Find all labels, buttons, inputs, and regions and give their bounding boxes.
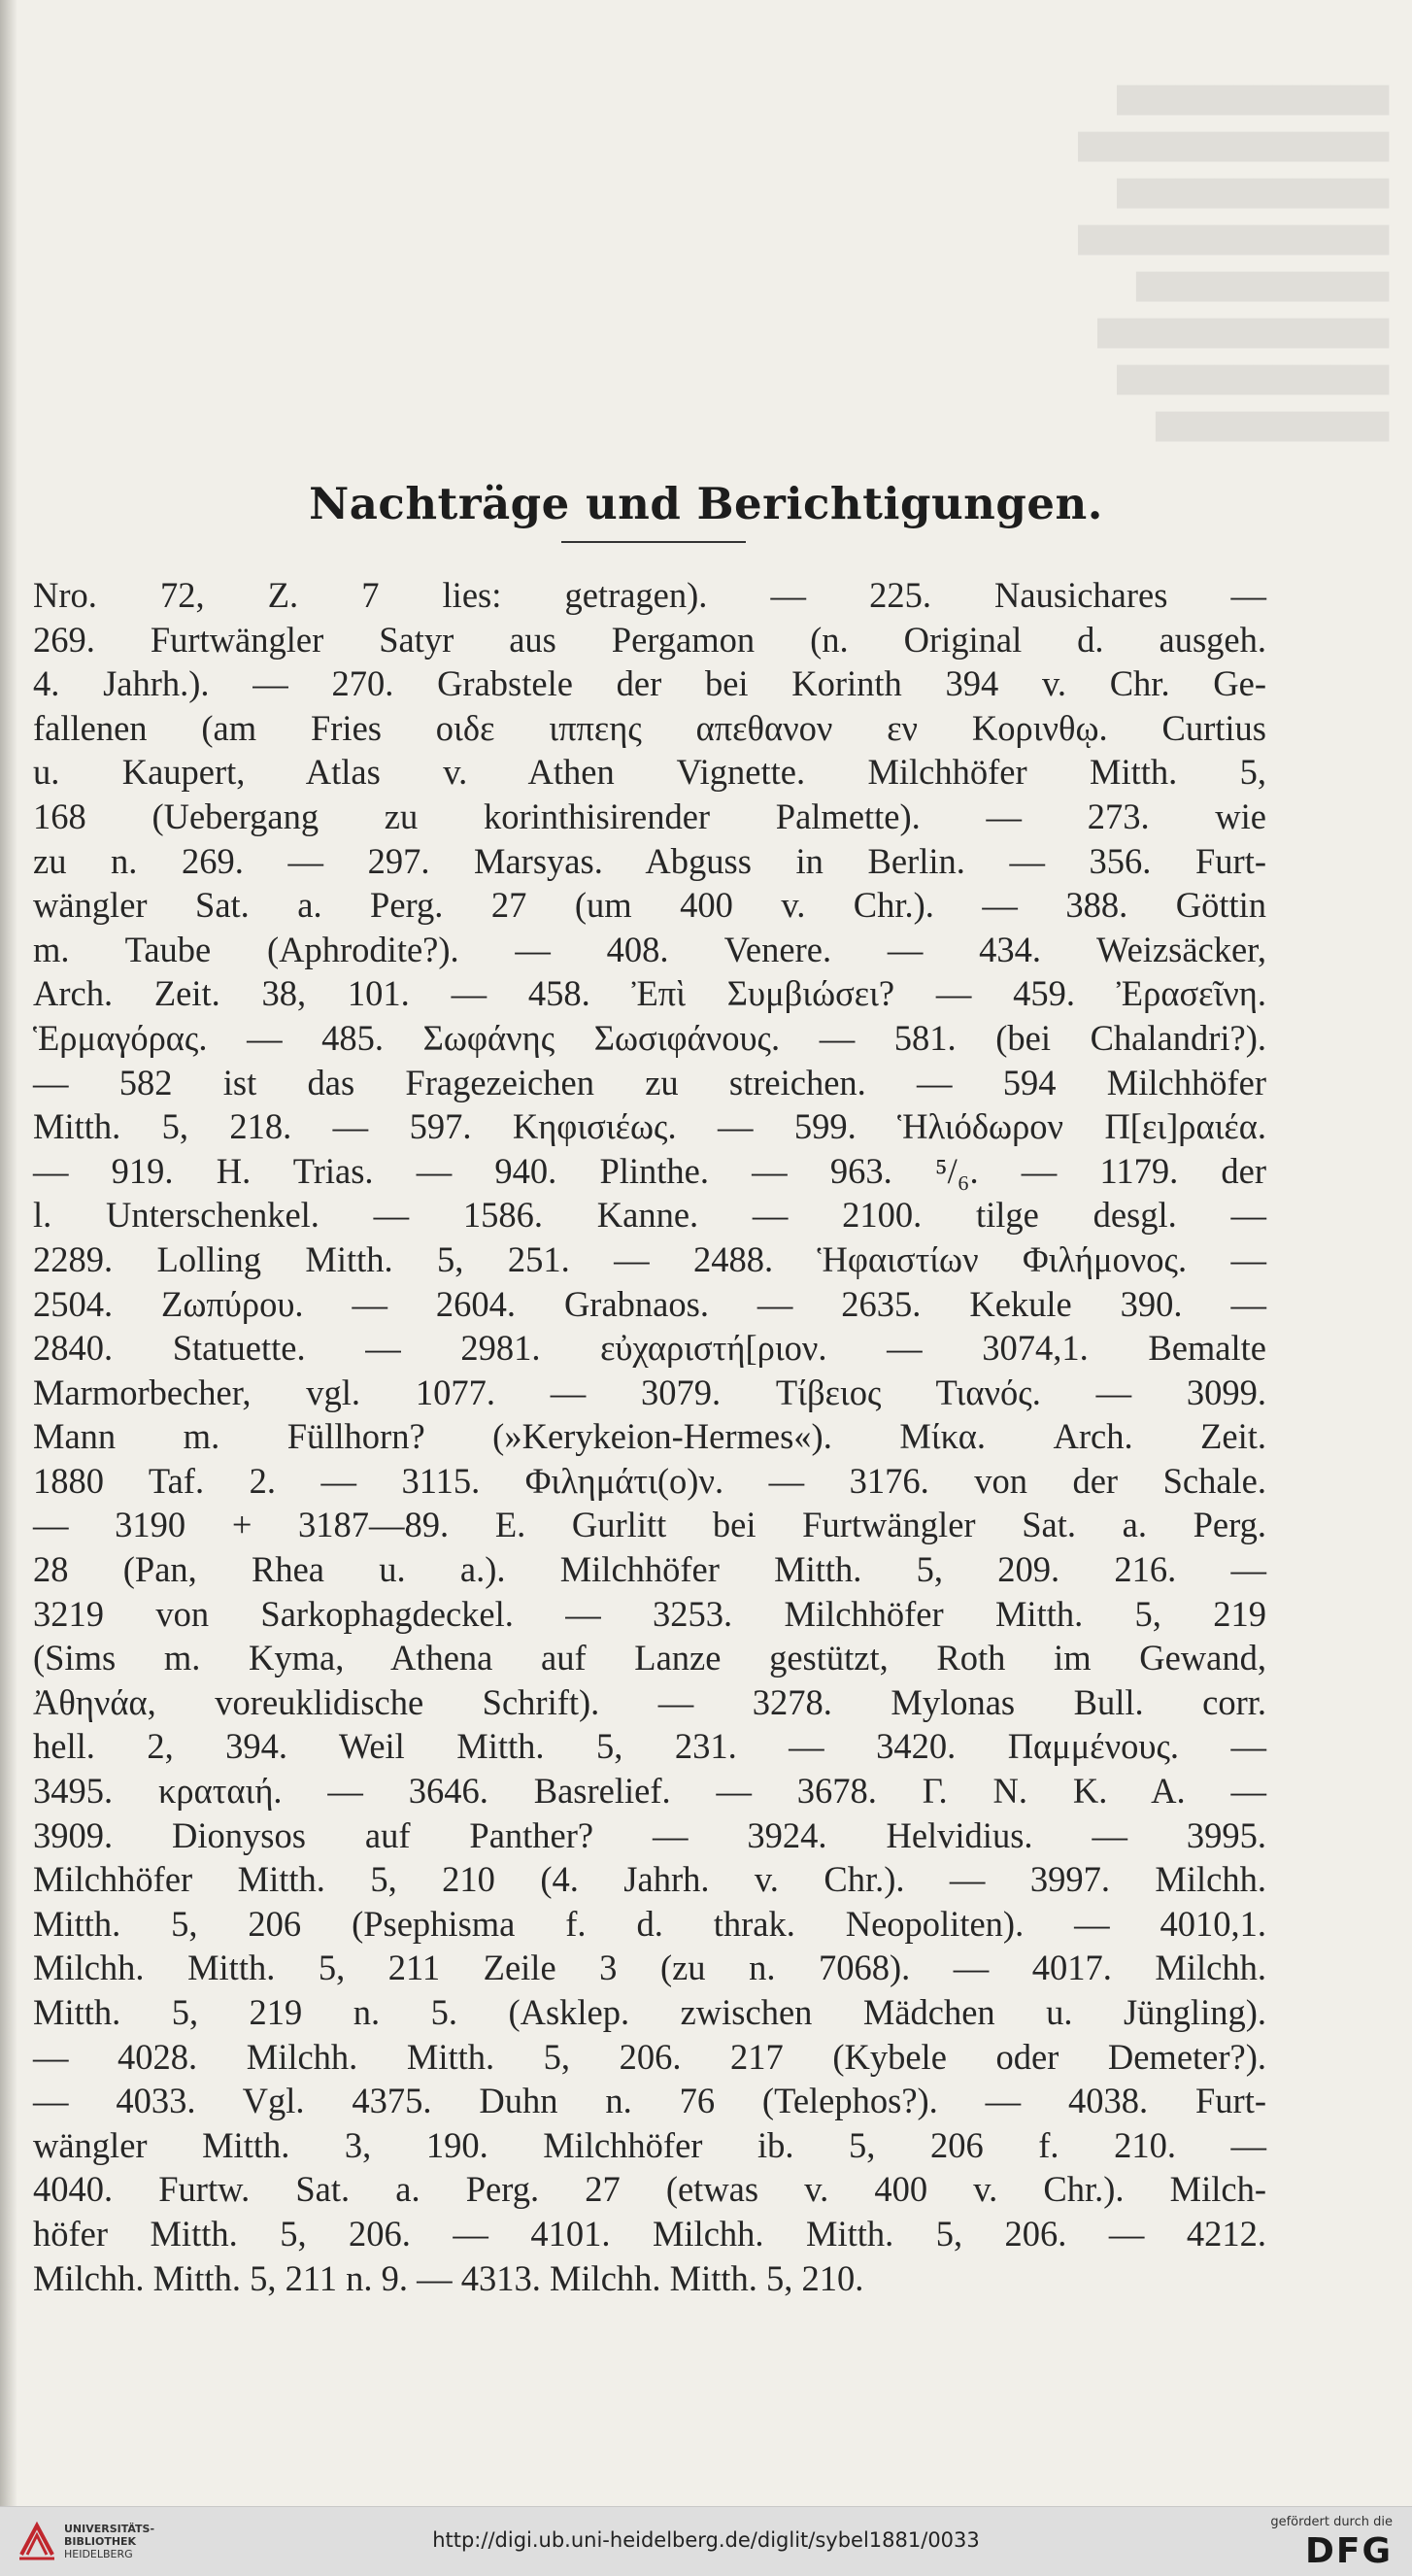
text-line: u. Kaupert, Atlas v. Athen Vignette. Milchhöfer Mitth. 5, (33, 752, 1266, 793)
text-line: 4040. Furtw. Sat. a. Perg. 27 (etwas v. 400 v. Chr.). Milch- (33, 2169, 1266, 2210)
text-line: 28 (Pan, Rhea u. a.). Milchhöfer Mitth. 5, 209. 216. — (33, 1549, 1266, 1590)
text-line: — 4028. Milchh. Mitth. 5, 206. 217 (Kybele oder Demeter?). (33, 2036, 1266, 2077)
text-line: wängler Sat. a. Perg. 27 (um 400 v. Chr.). — 388. Göttin (33, 885, 1266, 926)
addenda-text (33, 573, 1266, 2300)
permalink-url[interactable]: http://digi.ub.uni-heidelberg.de/diglit/sybel1881/0033 (432, 2528, 980, 2552)
footer-bar (0, 2506, 1412, 2576)
text-line: — 4033. Vgl. 4375. Duhn n. 76 (Telephos?). — 4038. Furt- (33, 2081, 1266, 2121)
funded-by-label: gefördert durch die (1270, 2515, 1393, 2529)
page-title: Nachträge und Berichtigungen. (309, 478, 1103, 530)
library-name-line2: BIBLIOTHEK (64, 2535, 137, 2548)
text-line: Marmorbecher, vgl. 1077. — 3079. Τίβειος Τιανός. — 3099. (33, 1372, 1266, 1412)
text-line: fallenen (am Fries οιδε ιππεης απεθανον εν Κορινθῳ. Curtius (33, 707, 1266, 748)
dfg-logo-icon: DFG (1304, 2531, 1393, 2571)
text-line: Milchhöfer Mitth. 5, 210 (4. Jahrh. v. Chr.). — 3997. Milchh. (33, 1859, 1266, 1900)
library-name-line1: UNIVERSITÄTS- (64, 2523, 155, 2535)
text-line: 2289. Lolling Mitth. 5, 251. — 2488. Ἡφαιστίων Φιλήμονος. — (33, 1238, 1266, 1279)
text-line: Ἀθηνάα, voreuklidische Schrift). — 3278. Mylonas Bull. corr. (33, 1681, 1266, 1722)
bleed-through-text: ██████████████ ████████████████ ██████████████ ████████████████ █████████████ ███████████████ ██████████████ ████████████ (1078, 86, 1389, 442)
text-line: (Sims m. Kyma, Athena auf Lanze gestützt, Roth im Gewand, (33, 1638, 1266, 1678)
text-line: Mann m. Füllhorn? (»Kerykeion-Hermes«). Μίκα. Arch. Zeit. (33, 1416, 1266, 1457)
text-line: Milchh. Mitth. 5, 211 Zeile 3 (zu n. 7068). — 4017. Milchh. (33, 1948, 1266, 1988)
text-line: 1880 Taf. 2. — 3115. Φιλημάτι(ο)ν. — 3176. von der Schale. (33, 1460, 1266, 1501)
text-line: 3495. κραταιή. — 3646. Basrelief. — 3678. Γ. Ν. Κ. Α. — (33, 1771, 1266, 1812)
text-line: 4. Jahrh.). — 270. Grabstele der bei Korinth 394 v. Chr. Ge- (33, 663, 1266, 704)
text-line: — 3190 + 3187—89. E. Gurlitt bei Furtwängler Sat. a. Perg. (33, 1505, 1266, 1545)
text-line: Nro. 72, Z. 7 lies: getragen). — 225. Nausichares — (33, 575, 1266, 615)
text-line: zu n. 269. — 297. Marsyas. Abguss in Berlin. — 356. Furt- (33, 840, 1266, 881)
text-line: Mitth. 5, 219 n. 5. (Asklep. zwischen Mädchen u. Jüngling). (33, 1992, 1266, 2032)
page-gutter-shadow (0, 0, 17, 2506)
text-line: 3219 von Sarkophagdeckel. — 3253. Milchhöfer Mitth. 5, 219 (33, 1593, 1266, 1634)
title-rule (561, 541, 746, 543)
text-line: l. Unterschenkel. — 1586. Kanne. — 2100. tilge desgl. — (33, 1195, 1266, 1236)
text-line: hell. 2, 394. Weil Mitth. 5, 231. — 3420. Παμμένους. — (33, 1726, 1266, 1767)
text-line: 2840. Statuette. — 2981. εὐχαριστή[ριον. — 3074,1. Bemalte (33, 1328, 1266, 1369)
text-line: 3909. Dionysos auf Panther? — 3924. Helvidius. — 3995. (33, 1814, 1266, 1855)
text-line: Arch. Zeit. 38, 101. — 458. Ἐπὶ Συμβιώσει? — 459. Ἐρασεῖνη. (33, 973, 1266, 1014)
text-line: 168 (Uebergang zu korinthisirender Palmette). — 273. wie (33, 796, 1266, 836)
library-name-line3: HEIDELBERG (64, 2548, 133, 2560)
text-line: höfer Mitth. 5, 206. — 4101. Milchh. Mitth. 5, 206. — 4212. (33, 2213, 1266, 2254)
text-line: — 582 ist das Fragezeichen zu streichen. — 594 Milchhöfer (33, 1062, 1266, 1102)
text-line: Milchh. Mitth. 5, 211 n. 9. — 4313. Milchh. Mitth. 5, 210. (33, 2257, 864, 2298)
text-line: wängler Mitth. 3, 190. Milchhöfer ib. 5, 206 f. 210. — (33, 2124, 1266, 2165)
text-line: 269. Furtwängler Satyr aus Pergamon (n. Original d. ausgeh. (33, 619, 1266, 660)
text-line: Mitth. 5, 206 (Psephisma f. d. thrak. Neopoliten). — 4010,1. (33, 1903, 1266, 1944)
text-line: 2504. Ζωπύρου. — 2604. Grabnaos. — 2635. Kekule 390. — (33, 1283, 1266, 1324)
text-line: — 919. H. Trias. — 940. Plinthe. — 963. ⁵/₆. — 1179. der (33, 1150, 1266, 1191)
text-line: Ἑρμαγόρας. — 485. Σωφάνης Σωσιφάνους. — 581. (bei Chalandri?). (33, 1017, 1266, 1058)
text-line: Mitth. 5, 218. — 597. Κηφισιέως. — 599. Ἡλιόδωρον Π[ει]ραιέα. (33, 1106, 1266, 1147)
text-line: m. Taube (Aphrodite?). — 408. Venere. — 434. Weizsäcker, (33, 929, 1266, 969)
